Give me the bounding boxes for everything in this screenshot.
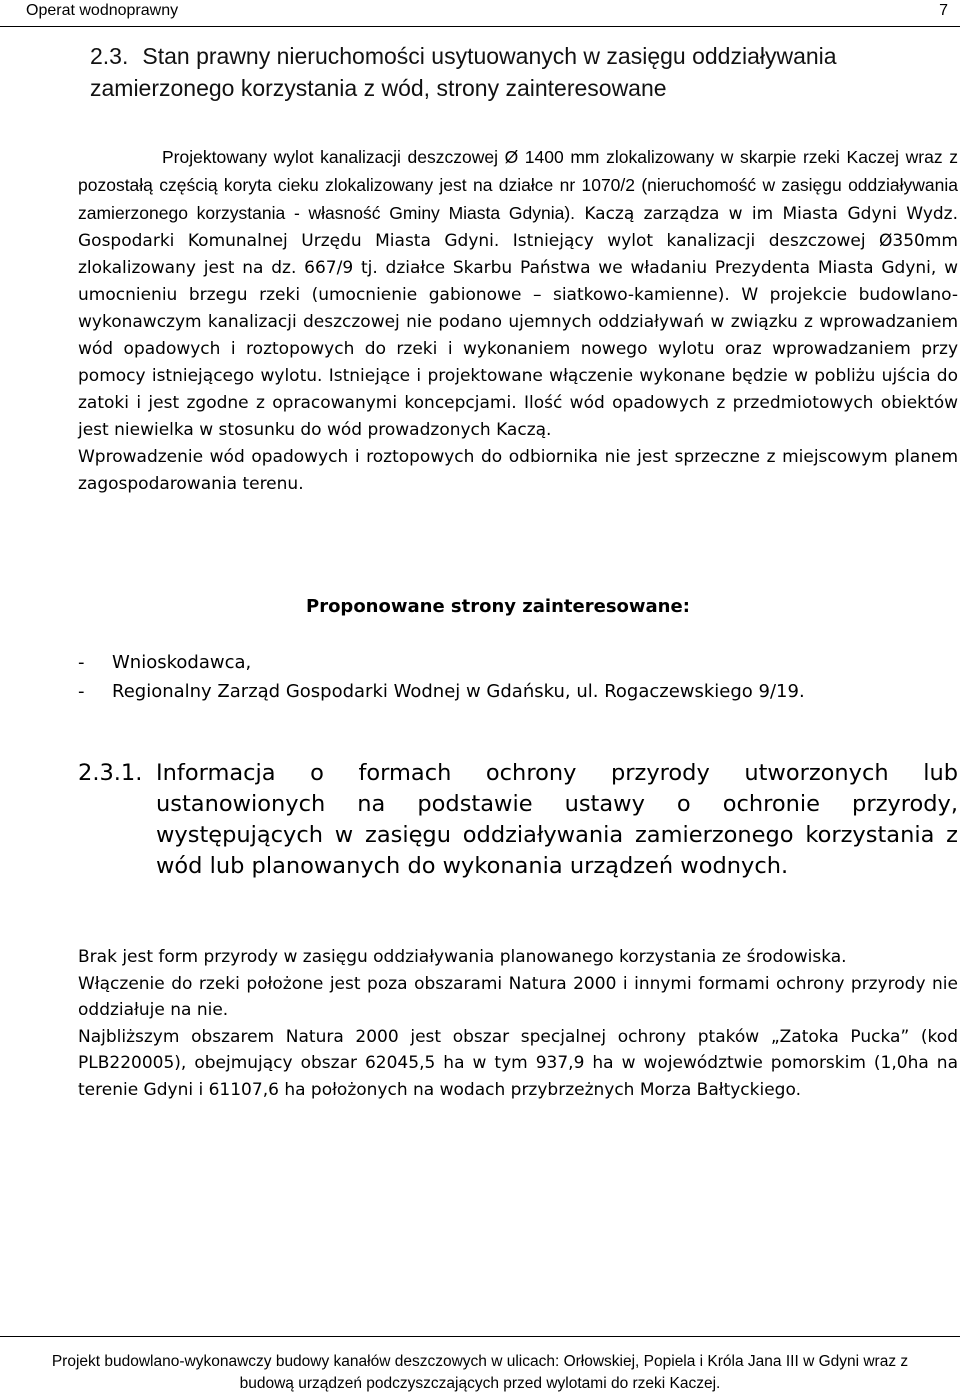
footer-line-1: Projekt budowlano-wykonawczy budowy kanałów deszczowych w ulicach: Orłowskiej, Popiela i Króla Jana III w Gdyni wraz z: [51, 1353, 909, 1370]
paragraph-part-b: Kaczą zarządza w im Miasta Gdyni Wydz. Gospodarki Komunalnej Urzędu Miasta Gdyni. Istniejący wylot kanalizacji deszczowej Ø350mm zlokalizowany jest na dz. 667/9 tj. działce Skarbu Państwa we władaniu Prezydenta Miasta Gdyni, w umocnieniu brzegu rzeki (umocnienie gabionowe – siatkowo-kamienne). W projekcie budowlano-wykonawczym kanalizacji deszczowej nie podano ujemnych oddziaływań w związku z wprowadzaniem wód opadowych i roztopowych do rzeki i wykonaniem nowego wylotu oraz wprowadzaniem przy pomocy istniejącego wylotu. Istniejące i projektowane włączenie wykonane będzie w pobliżu ujścia do zatoki i jest zgodne z opracowanymi koncepcjami. Ilość wód opadowych z przedmiotowych obiektów jest niewielka w stosunku do wód prowadzonych Kaczą.: [78, 204, 958, 440]
parties-heading-text: Proponowane strony zainteresowane:: [306, 596, 690, 617]
list-item: [78, 677, 958, 706]
subsection-heading: [78, 758, 958, 882]
footer-line-2: budową urządzeń podczyszczających przed wylotami do rzeki Kaczej.: [239, 1375, 721, 1392]
page-header: [0, 0, 960, 27]
page-footer: [0, 1336, 960, 1395]
list-item-text: Regionalny Zarząd Gospodarki Wodnej w Gdańsku, ul. Rogaczewskiego 9/19.: [112, 681, 805, 702]
nature-line-2: Włączenie do rzeki położone jest poza obszarami Natura 2000 i innymi formami ochrony przyrody nie oddziałuje na nie.: [78, 973, 958, 1020]
section-heading: [90, 40, 958, 104]
nature-line-1: Brak jest form przyrody w zasięgu oddziaływania planowanego korzystania ze środowiska.: [78, 947, 847, 967]
list-dash: -: [78, 652, 85, 673]
section-number: 2.3.: [90, 43, 129, 69]
nature-paragraph: [78, 944, 958, 1103]
ownership-paragraph: [78, 144, 958, 498]
paragraph-part-c: Wprowadzenie wód opadowych i roztopowych do odbiornika nie jest sprzeczne z miejscowym planem zagospodarowania terenu.: [78, 447, 958, 494]
parties-list: [78, 648, 958, 706]
section-title: Stan prawny nieruchomości usytuowanych w zasięgu oddziaływania zamierzonego korzystania z wód, strony zainteresowane: [90, 43, 837, 101]
subsection-number: 2.3.1.: [78, 760, 143, 786]
paragraph-part-a: Projektowany wylot kanalizacji deszczowej Ø 1400 mm zlokalizowany w skarpie rzeki Kaczej wraz z pozostałą częścią koryta cieku zlokalizowany jest na działce nr 1070/2 (nieruchomość w zasięgu oddziaływania zamierzonego korzystania - własność Gminy Miasta Gdynia).: [78, 147, 958, 223]
page-number: 7: [939, 2, 948, 19]
list-dash: -: [78, 681, 85, 702]
nature-line-3: Najbliższym obszarem Natura 2000 jest obszar specjalnej ochrony ptaków „Zatoka Pucka” (kod PLB220005), obejmujący obszar 62045,5 ha w tym 937,9 ha w województwie pomorskim (1,0ha na terenie Gdyni i 61107,6 ha położonych na wodach przybrzeżnych Morza Bałtyckiego.: [78, 1026, 958, 1100]
header-title: Operat wodnoprawny: [26, 2, 179, 19]
list-item: [78, 648, 958, 677]
list-item-text: Wnioskodawca,: [112, 652, 252, 673]
subsection-title: Informacja o formach ochrony przyrody utworzonych lub ustanowionych na podstawie ustawy o ochronie przyrody, występujących w zasięgu oddziaływania zamierzonego korzystania z wód lub planowanych do wykonania urządzeń wodnych.: [156, 760, 958, 879]
